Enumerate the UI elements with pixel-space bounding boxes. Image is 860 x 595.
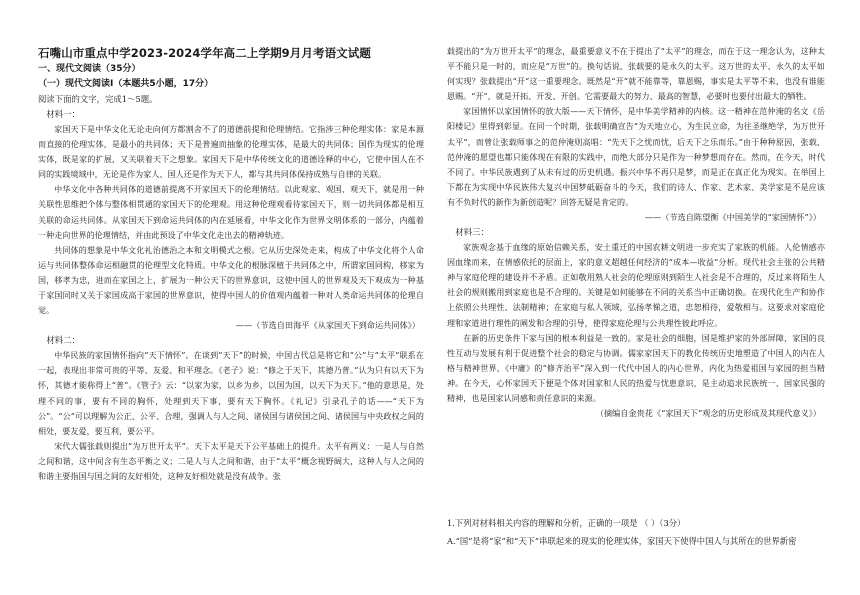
- question-1-stem: 1.下列对材料相关内容的理解和分析，正确的一项是 （ ）（3分）: [447, 518, 686, 528]
- material-2-citation: ——（节选自陈望衡《中国美学的“家国情怀”》）: [644, 212, 821, 223]
- material-2-paragraph-2: 宋代大儒张载则提出“为万世开太平”。天下太平是天下公平基础上的提升。太平有两义：一是人与自然之间和谐，这中间含有生态平衡之义；二是人与人之间和谐，由于“太平”概念视野阔大，这种人与人之间的和谐主要指国与国之间的友好相处，这种友好相处就是没有战争。张: [38, 441, 424, 481]
- material-1-citation: ——（节选自田海平《从家国天下到命运共同体》）: [235, 320, 420, 331]
- material-3-citation: （摘编自金贵花《“家国天下”观念的历史形成及其现代意义》）: [595, 408, 821, 419]
- material-3-label: 材料三：: [455, 227, 489, 238]
- material-2-paragraph-3: 家国情怀以家国情怀的放大版——天下情怀，是中华美学精神的内核。这一精神在范仲淹的名文《岳阳楼记》里得到彰显。在同一个时期，张载明确宣告“为天地立心，为生民立命，为往圣继绝学，为万世开太平”，而曾让张载师事之的范仲淹则高唱：“先天下之忧而忧，后天下之乐而乐。”由于种种原因，张载、范仲淹的愿望也都只能体现在有限的实践中，而绝大部分只是作为一种梦想而存在。然而，在今天，时代不同了。中华民族遇到了从未有过的历史机遇。振兴中华不再只是梦，而是正在真正化为现实。在举国上下都在为实现中华民族伟大复兴中国梦砥砺奋斗的今天，我们的诗人、作家、艺术家、美学家是不是应该有不负时代的新作为新创造呢？回答无疑是肯定的。: [447, 107, 825, 207]
- instruction-text: 阅读下面的文字，完成1～5题。: [38, 94, 158, 104]
- question-block: [447, 516, 847, 549]
- left-column: [38, 62, 424, 484]
- material-3-paragraph-1: 家族观念基于血缘的原始信赖关系，安土重迁的中国农耕文明进一步充实了家族的机能。人伦情感亦因血缘而来，在情感依托的层面上，家的意义超越任何经济的“成本—收益”分析。现代社会主张的公共精神与家庭伦理的建设并不矛盾。正如敬用熟人社会的伦理原则到陌生人社会是不合理的，反过来将陌生人社会的规则搬用到家庭也是不合理的。关键是如何能够在不同的关系当中正确切换。在现代化生产和协作上依照公共理性、法制精神；在家庭与私人领域，弘扬孝悌之道，忠恕相待，爱敬相与。这要求对家庭伦理和家道进行理性的阐发和合理的引导，使得家庭伦理与公共理性彼此呼应。: [447, 243, 825, 328]
- material-1-paragraph-2: 中华文化中各种共同体的道德前提离不开家国天下的伦理情结。以此观家、观国、观天下，就是用一种关联性思维把个体与整体相贯通的家国天下的伦理观。用这种伦理观看待家国天下，则一切共同体都是相互关联的命运共同体。从家国天下到命运共同体的内在延展看，中华文化作为世界文明体系的一部分，内蕴着一种走向世界的伦理情结，并由此预设了中华文化走出去的精神轨迹。: [38, 185, 424, 240]
- question-1-option-a: A.“国”是将“家”和“天下”串联起来的现实的伦理实体，家国天下使得中国人与其所在的世界新密: [447, 536, 797, 546]
- material-1-paragraph-1: 家国天下是中华文化无论走向何方都割舍不了的道德前提和伦理情结。它指涉三种伦理实体：家是本源而直接的伦理实体，是最小的共同体；天下是普遍而抽象的伦理实体，是最大的共同体；国作为现实的伦理实体，既是家的扩展，又关联着天下之想象。家国天下是中华传统文化的道德诠释的中心，它使中国人在不同的实践境域中，无论是作为家人、国人还是作为天下人，都与其共同体保持成熟与自律的关联。: [38, 125, 424, 180]
- material-1-paragraph-3: 共同体的想象是中华文化礼治德治之本和文明模式之根。它从历史深处走来，构成了中华文化将个人命运与共同体整体命运相融贯的伦理型文化特质。中华文化的根脉深植于共同体之中，所谓家国同构，移家为国，移孝为忠，进而在家国之上，扩展为一种公天下的世界意识，这使中国人的世界观及天下观成为一种基于家国同时又关于家国成高于家国的世界意识，使得中国人的价值观内蕴着一种对人类命运共同体的伦理自觉。: [38, 245, 424, 316]
- material-2-continuation: 载提出的“为万世开太平”的理念，最重要意义不在于提出了“太平”的理念，而在于这一理念认为，这种太平不能只是一时的，而应是“万世”的。换句话说，张载要的是永久的太平。这万世的太平、永久的太平如何实现？张载提出“开”这一重要理念。既然是“开”就不能靠等，靠恩赐，事实是太平等不来，也没有谁能恩赐。“开”，就是开拓、开发、开创。它需要最大的努力、最高的智慧，必要时也要付出最大的牺牲。: [447, 47, 825, 102]
- material-1-label: 材料一：: [46, 109, 80, 119]
- material-2-label: 材料二：: [46, 335, 80, 346]
- section-heading: 一、现代文阅读（35分）: [38, 64, 141, 74]
- exam-title: 石嘴山市重点中学2023-2024学年高二上学期9月月考语文试题: [38, 46, 371, 60]
- subsection-heading: （一）现代文阅读Ⅰ（本题共5小题，17分）: [38, 79, 214, 89]
- material-3-paragraph-2: 在新的历史条件下家与国的根本利益是一致的。家是社会的细胞，国是维护家的外部屏障，家国的良性互动与发展有利于促进整个社会的稳定与协调。儒家家国天下的教化传统历史地塑造了中国人的内在人格与精神世界，《中庸》的“修齐治平”深入到一代代中国人的内心世界，内化为热爱祖国与家园的担当精神。在今天，心怀家国天下便是个体对国家和人民的热爱与忧患意识，是主动追求民族统一、国家民强的精神，也是国家认同感和责任意识的来源。: [447, 333, 825, 403]
- right-column: [447, 44, 825, 421]
- material-2-paragraph-1: 中华民族的家国情怀指向“天下情怀”。在谈到“天下”的时候，中国古代总是将它和“公”与“太平”联系在一起，表现出非常可贵的平等、友爱、和平理念。《老子》说：“修之于天下，其德乃普。”认为只有以天下为怀，其德才能称得上“普”。《管子》云：“以家为家，以乡为乡，以国为国，以天下为天下。”他的意思是，处理不同的事，要有不同的胸怀，处理到天下事，要有天下胸怀。《礼记》引录孔子的话——“天下为公”。“公”可以理解为公正、公平、合理，强调人与人之间、诸侯国与诸侯国之间、诸侯国与中央政权之间的相处，要友爱，要互利，要公平。: [38, 351, 424, 436]
